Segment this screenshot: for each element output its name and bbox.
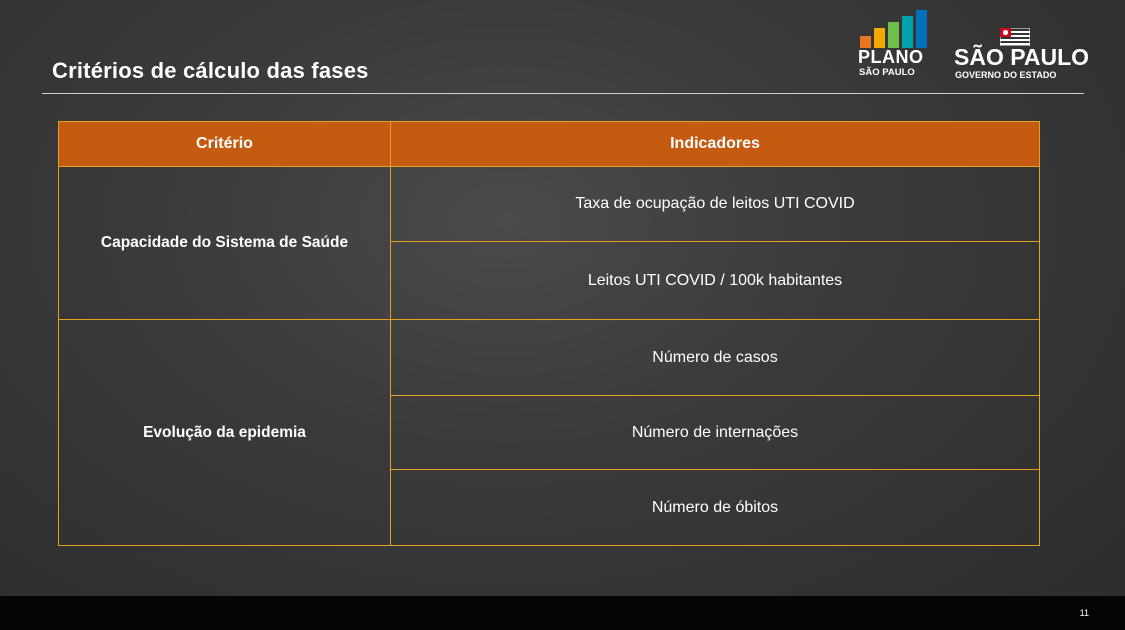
title-divider bbox=[42, 93, 1084, 94]
plano-sao-paulo-logo bbox=[858, 10, 930, 86]
indicador-cell: Leitos UTI COVID / 100k habitantes bbox=[587, 271, 843, 289]
indicador-cell: Número de óbitos bbox=[651, 498, 779, 516]
indicador-cell: Taxa de ocupação de leitos UTI COVID bbox=[575, 195, 855, 212]
criterio-cell: Evolução da epidemia bbox=[143, 423, 306, 441]
footer-bar bbox=[0, 596, 1125, 630]
plano-bars-icon bbox=[860, 10, 930, 48]
sp-subtitle: GOVERNO DO ESTADO bbox=[955, 70, 1057, 80]
table-header bbox=[59, 122, 1039, 166]
indicador-cell: Número de casos bbox=[652, 348, 778, 366]
criteria-table bbox=[58, 121, 1040, 546]
governo-sp-logo bbox=[954, 28, 1090, 88]
plano-word: PLANO bbox=[858, 47, 924, 67]
page-number: 11 bbox=[1079, 608, 1089, 618]
header-criterio: Critério bbox=[196, 135, 253, 152]
sp-word: SÃO PAULO bbox=[954, 44, 1090, 70]
indicador-cell: Número de internações bbox=[631, 423, 799, 441]
slide-title: Critérios de cálculo das fases bbox=[52, 58, 369, 83]
plano-subtitle: SÃO PAULO bbox=[859, 67, 915, 78]
criterio-cell: Capacidade do Sistema de Saúde bbox=[100, 234, 349, 251]
header-indicadores: Indicadores bbox=[670, 135, 760, 152]
